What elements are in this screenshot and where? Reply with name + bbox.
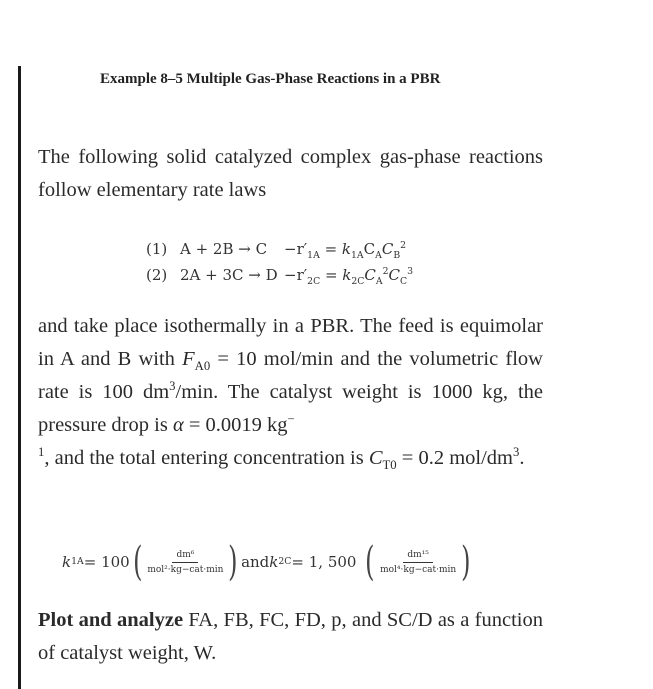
close-paren: ) xyxy=(461,539,471,585)
example-title: Example 8–5 Multiple Gas-Phase Reactions in a PBR xyxy=(100,71,441,87)
feed-conditions-paragraph: and take place isothermally in a PBR. The feed is equimolar in A and B with $F_{A0} = 10$ mol/min and the volumetric flow rate is 100 $dm^3/\min$. The catalyst weight is 1000 kg, the pressure drop is α = 0.0019 kg− $^1$, and the total entering concentration is $C_{T0} = 0.2$ mol/$dm^3$. xyxy=(38,315,543,473)
left-margin-rule xyxy=(18,66,21,689)
close-paren: ) xyxy=(228,539,238,585)
equation-number: (2) xyxy=(146,266,168,284)
open-paren: ( xyxy=(132,539,143,585)
rate-law: $-r'_{1A} = k_{1A}C_AC_B^2$ xyxy=(284,240,407,261)
k2-units-fraction: $\frac{\text{dm¹⁵}}{\text{mol⁴·kg−cat·min}}$ xyxy=(380,549,457,575)
equation-row-1 xyxy=(146,236,413,262)
equation-number: (1) xyxy=(146,240,168,258)
reaction-text: A + 2B → C xyxy=(180,240,268,258)
equation-row-2 xyxy=(146,262,413,288)
k1-units-fraction: $\frac{\text{dm⁶}}{\text{mol²·kg−cat·min}}$ xyxy=(147,549,224,575)
rate-law: $-r'_{2C} = k_{2C}C_A^2C_C^3$ xyxy=(284,266,414,287)
rate-law-equations xyxy=(146,236,413,288)
open-paren: ( xyxy=(365,539,375,585)
task-paragraph: Plot and analyze FA, FB, FC, FD, p, and SC/D as a function of catalyst weight, W. xyxy=(38,609,543,664)
reaction-text: 2A + 3C → D xyxy=(180,266,278,284)
intro-paragraph: The following solid catalyzed complex gas-phase reactions follow elementary rate laws xyxy=(38,146,543,201)
rate-constants-line: k 1A = 100 ( $\frac{\text{dm⁶}}{\text{mol²·kg−cat·min}}$ ) and k 2C = 1, 500 ( $\frac{\text{dm¹⁵}}{\text{mol⁴·kg−cat·min}}$ ) xyxy=(62,539,471,585)
